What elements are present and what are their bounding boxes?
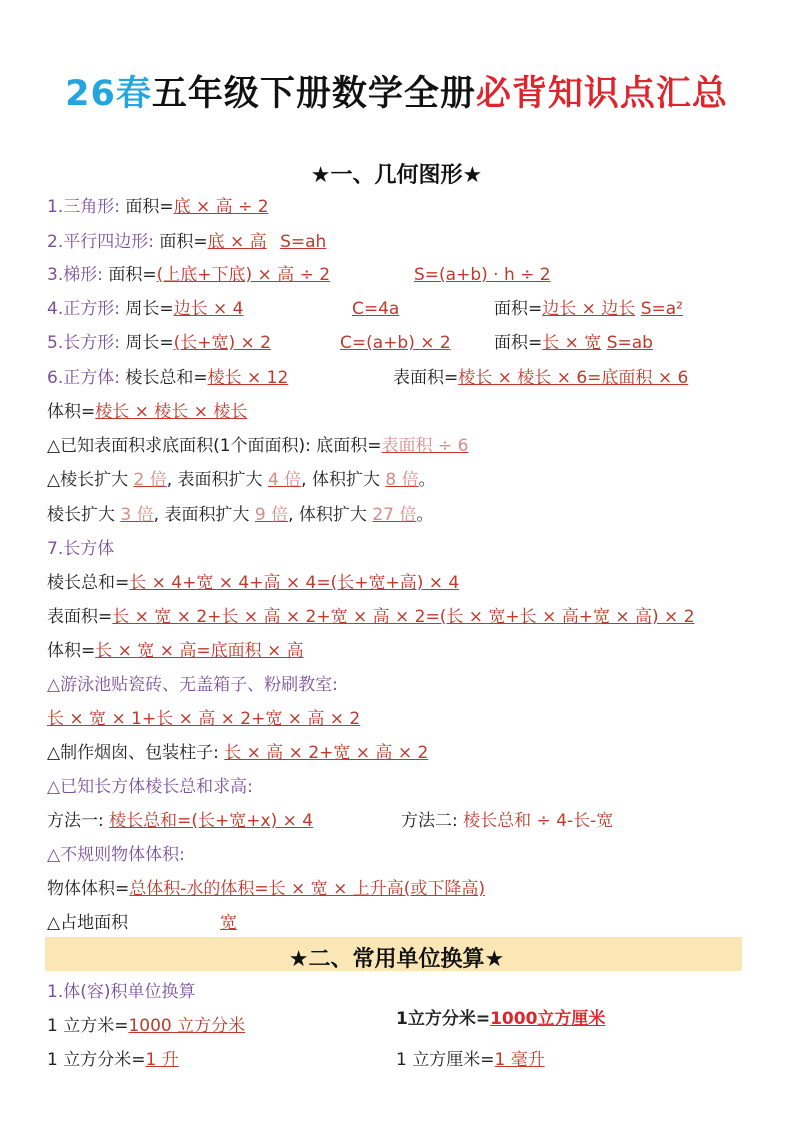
line-base-area: △已知表面积求底面积(1个面面积): 底面积=表面积 ÷ 6 xyxy=(47,436,469,456)
heading-height: △已知长方体棱长总和求高: xyxy=(47,777,253,797)
line-cubic-meter: 1 立方米=1000 立方分米 xyxy=(47,1016,246,1036)
label: 1.三角形: xyxy=(47,197,120,217)
line-cuboid-edges: 棱长总和=长 × 4+宽 × 4+高 × 4=(长+宽+高) × 4 xyxy=(47,573,460,593)
line-cuboid-surface: 表面积=长 × 宽 × 2+长 × 高 × 2+宽 × 高 × 2=(长 × 宽+长 × 高+宽 × 高) × 2 xyxy=(47,607,695,627)
text: 面积= xyxy=(159,232,208,252)
label: 6.正方体: xyxy=(47,368,120,388)
section-heading-units: ★二、常用单位换算★ xyxy=(288,947,505,972)
title-main: 五年级下册数学全册 xyxy=(151,74,476,114)
heading-pool: △游泳池贴瓷砖、无盖箱子、粉刷教室: xyxy=(47,675,338,695)
land-area-answer: 宽 xyxy=(220,913,237,933)
line-cube-volume: 体积=棱长 × 棱长 × 棱长 xyxy=(47,402,248,422)
answer: 棱长 × 12 xyxy=(207,368,289,388)
answer: (上底+下底) × 高 ÷ 2 xyxy=(156,265,331,285)
text: 棱长总和= xyxy=(125,368,208,388)
method-two: 方法二: 棱长总和 ÷ 4-长-宽 xyxy=(401,811,614,831)
page-title xyxy=(0,66,793,116)
heading-irregular: △不规则物体体积: xyxy=(47,845,185,865)
line-cuboid-volume: 体积=长 × 宽 × 高=底面积 × 高 xyxy=(47,641,304,661)
cubic-decimeter-conversion: 1立方分米=1000立方厘米 xyxy=(396,1009,606,1029)
label: 4.正方形: xyxy=(47,299,120,319)
line-trapezoid xyxy=(47,264,330,286)
formula-trapezoid: S=(a+b) · h ÷ 2 xyxy=(414,265,551,285)
label: 2.平行四边形: xyxy=(47,232,154,252)
heading-volume-units: 1.体(容)积单位换算 xyxy=(47,982,196,1002)
heading-cuboid: 7.长方体 xyxy=(47,539,115,559)
square-area: 面积=边长 × 边长 S=a² xyxy=(494,299,683,319)
line-pool-formula: 长 × 宽 × 1+长 × 高 × 2+宽 × 高 × 2 xyxy=(47,709,361,729)
label: 5.长方形: xyxy=(47,333,120,353)
cube-surface-area: 表面积=棱长 × 棱长 × 6=底面积 × 6 xyxy=(393,368,689,388)
line-scale-3: 棱长扩大 3 倍, 表面积扩大 9 倍, 体积扩大 27 倍。 xyxy=(47,505,434,525)
line-cube xyxy=(47,367,288,389)
answer: 底 × 高 xyxy=(207,232,267,252)
label: 3.梯形: xyxy=(47,265,103,285)
line-land-area: △占地面积 xyxy=(47,913,129,933)
rectangle-area: 面积=长 × 宽 S=ab xyxy=(494,333,653,353)
text: 周长= xyxy=(125,299,174,319)
formula: S=ah xyxy=(280,232,327,252)
text: 周长= xyxy=(125,333,174,353)
section-heading-geometry: ★一、几何图形★ xyxy=(310,163,483,188)
line-parallelogram xyxy=(47,231,326,253)
line-irregular-volume: 物体体积=总体积-水的体积=长 × 宽 × 上升高(或下降高) xyxy=(47,879,485,899)
answer: 底 × 高 ÷ 2 xyxy=(173,197,269,217)
line-method-one: 方法一: 棱长总和=(长+宽+x) × 4 xyxy=(47,811,314,831)
formula-square-perimeter: C=4a xyxy=(352,299,400,319)
text: 面积= xyxy=(125,197,174,217)
line-triangle xyxy=(47,196,269,218)
cubic-centimeter-conversion: 1 立方厘米=1 毫升 xyxy=(396,1050,545,1070)
line-chimney: △制作烟囱、包装柱子: 长 × 高 × 2+宽 × 高 × 2 xyxy=(47,743,429,763)
line-square xyxy=(47,298,243,320)
formula-rectangle-perimeter: C=(a+b) × 2 xyxy=(340,333,451,353)
text: 面积= xyxy=(108,265,157,285)
line-cubic-decimeter-liter: 1 立方分米=1 升 xyxy=(47,1050,179,1070)
title-year: 26春 xyxy=(65,74,152,114)
answer: (长+宽) × 2 xyxy=(173,333,271,353)
title-emphasis: 必背知识点汇总 xyxy=(475,74,728,114)
line-rectangle xyxy=(47,332,271,354)
line-scale-2: △棱长扩大 2 倍, 表面积扩大 4 倍, 体积扩大 8 倍。 xyxy=(47,470,436,490)
answer: 边长 × 4 xyxy=(173,299,244,319)
